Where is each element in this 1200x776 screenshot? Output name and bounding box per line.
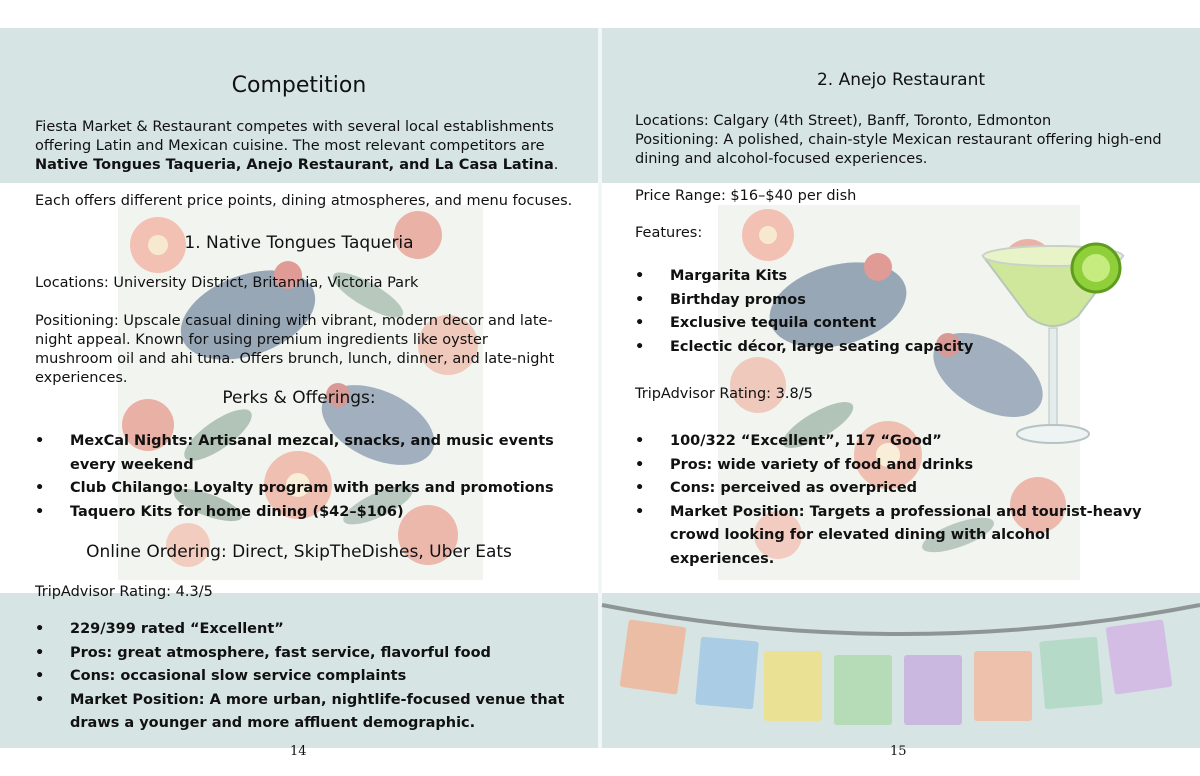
left-page xyxy=(0,28,598,759)
list-item: • Birthday promos xyxy=(635,289,1135,313)
online-ordering-text: Online Ordering: Direct, SkipTheDishes, Uber Eats xyxy=(86,542,512,562)
intro-paragraph xyxy=(35,118,565,175)
page-title: Competition xyxy=(231,73,367,98)
list-item: • Margarita Kits xyxy=(635,265,1135,289)
right-page xyxy=(602,28,1200,759)
competitors-list: Native Tongues Taqueria, Anejo Restaurant, and La Casa Latina xyxy=(35,157,554,173)
list-item: • Pros: wide variety of food and drinks xyxy=(635,454,1150,478)
list-item: • Cons: occasional slow service complaints xyxy=(35,665,570,689)
rating-list xyxy=(35,618,570,736)
list-item: • Market Position: Targets a professional and tourist-heavy crowd looking for elevated dining with alcohol experiences. xyxy=(635,501,1150,572)
competitor-title: 2. Anejo Restaurant xyxy=(816,70,986,90)
list-item: • 100/322 “Excellent”, 117 “Good” xyxy=(635,430,1150,454)
positioning-text: Positioning: A polished, chain-style Mexican restaurant offering high-end dining and alcohol-focused experiences. xyxy=(635,132,1162,167)
page-number: 15 xyxy=(890,744,907,759)
locations-text: Locations: Calgary (4th Street), Banff, Toronto, Edmonton xyxy=(635,113,1052,129)
positioning-text: Positioning: Upscale casual dining with vibrant, modern decor and late-night appeal. Known for using premium ingredients like oyster mushroom oil and ahi tuna. Offers brunch, lunch, dinner, and late-night experiences. xyxy=(35,313,555,386)
rating-text: TripAdvisor Rating: 3.8/5 xyxy=(635,386,813,402)
intro-end: . xyxy=(553,157,559,173)
rating-list xyxy=(635,430,1150,571)
summary-text: Each offers different price points, dining atmospheres, and menu focuses. xyxy=(35,193,573,209)
features-list xyxy=(635,265,1135,359)
list-item: • Exclusive tequila content xyxy=(635,312,1135,336)
list-item: • Club Chilango: Loyalty program with perks and promotions xyxy=(35,477,565,501)
locations-text: Locations: University District, Britannia, Victoria Park xyxy=(35,275,419,291)
perks-title: Perks & Offerings: xyxy=(222,388,376,408)
list-item: • 229/399 rated “Excellent” xyxy=(35,618,570,642)
price-range-text: Price Range: $16–$40 per dish xyxy=(635,188,857,204)
intro-text: Fiesta Market & Restaurant competes with several local establishments offering Latin and Mexican cuisine. The most relevant competitors are xyxy=(35,119,554,154)
list-item: • Eclectic décor, large seating capacity xyxy=(635,336,1135,360)
perks-list xyxy=(35,430,565,524)
rating-text: TripAdvisor Rating: 4.3/5 xyxy=(35,584,213,600)
features-title: Features: xyxy=(635,225,703,241)
page-number: 14 xyxy=(290,744,307,759)
list-item: • Market Position: A more urban, nightlife-focused venue that draws a younger and more affluent demographic. xyxy=(35,689,570,736)
list-item: • Pros: great atmosphere, fast service, flavorful food xyxy=(35,642,570,666)
list-item: • Cons: perceived as overpriced xyxy=(635,477,1150,501)
list-item: • Taquero Kits for home dining ($42–$106) xyxy=(35,501,565,525)
list-item: • MexCal Nights: Artisanal mezcal, snacks, and music events every weekend xyxy=(35,430,565,477)
competitor-title: 1. Native Tongues Taqueria xyxy=(184,233,414,253)
papel-picado-banner xyxy=(602,593,1200,748)
